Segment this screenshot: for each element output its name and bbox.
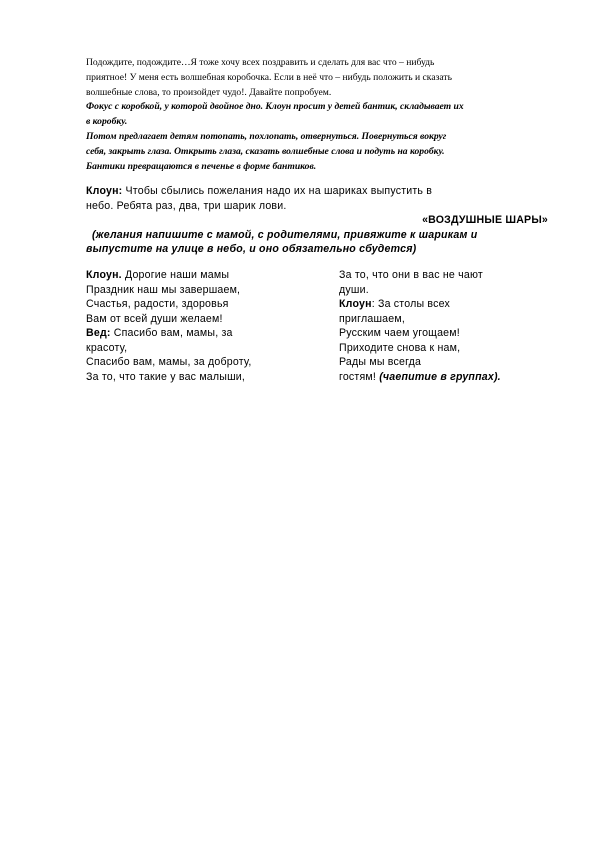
poem-line: Счастья, радости, здоровья <box>86 298 229 310</box>
clown-speech-block <box>86 184 556 257</box>
poem-left-column <box>86 268 326 384</box>
poem-line: гостям! (чаепитие в группах). <box>339 370 501 383</box>
speaker-label: Клоун: <box>86 185 123 197</box>
stage-direction-line: Потом предлагает детям потопать, похлопать, отвернуться. Повернуться вокруг <box>86 130 447 142</box>
poem-line: Праздник наш мы завершаем, <box>86 283 241 296</box>
poem-line: Клоун. Дорогие наши мамы <box>86 269 230 281</box>
poem-line: красоту, <box>86 341 128 354</box>
stage-direction-line: Фокус с коробкой, у которой двойное дно. Клоун просит у детей бантик, складывает их <box>86 101 464 113</box>
speech-text: Чтобы сбылись пожелания надо их на шариках выпустить в <box>122 185 433 197</box>
speaker-label: Вед: <box>86 327 111 339</box>
poem-line: души. <box>339 283 369 296</box>
stage-direction-line: Бантики превращаются в печенье в форме бантиков. <box>86 160 317 172</box>
poem-line: Вам от всей души желаем! <box>86 312 223 325</box>
poem-line: Приходите снова к нам, <box>339 341 461 354</box>
section-note-line: выпустите на улице в небо, и оно обязательно сбудется) <box>86 243 417 255</box>
stage-direction: (чаепитие в группах). <box>379 370 501 383</box>
section-title: «ВОЗДУШНЫЕ ШАРЫ» <box>422 214 548 226</box>
speech-text: небо. Ребята раз, два, три шарик лови. <box>86 199 287 212</box>
stage-direction-line: в коробку. <box>86 116 128 128</box>
intro-line: волшебные слова, то произойдет чудо!. Давайте попробуем. <box>86 86 332 98</box>
clown-line <box>86 184 556 199</box>
speaker-label: Клоун <box>339 298 372 310</box>
poem-right-column <box>339 268 559 384</box>
poem-line: Клоун: За столы всех <box>339 298 450 310</box>
poem-line: Русским чаем угощаем! <box>339 327 460 339</box>
poem-line: Спасибо вам, мамы, за доброту, <box>86 356 252 368</box>
poem-line: За то, что они в вас не чают <box>339 269 483 281</box>
stage-direction-line: себя, закрыть глаза. Открыть глаза, сказать волшебные слова и подуть на коробку. <box>86 145 445 157</box>
poem-line: Рады мы всегда <box>339 356 422 368</box>
poem-line: За то, что такие у вас малыши, <box>86 370 246 383</box>
intro-paragraph <box>86 56 556 174</box>
intro-line: приятное! У меня есть волшебная коробочка. Если в неё что – нибудь положить и сказать <box>86 71 452 83</box>
section-note-line: (желания напишите с мамой, с родителями, привяжите к шарикам и <box>92 228 478 241</box>
intro-line: Подождите, подождите…Я тоже хочу всех поздравить и сделать для вас что – нибудь <box>86 57 435 68</box>
poem-line: Вед: Спасибо вам, мамы, за <box>86 327 233 339</box>
poem-line: приглашаем, <box>339 312 405 325</box>
speaker-label: Клоун. <box>86 269 122 281</box>
